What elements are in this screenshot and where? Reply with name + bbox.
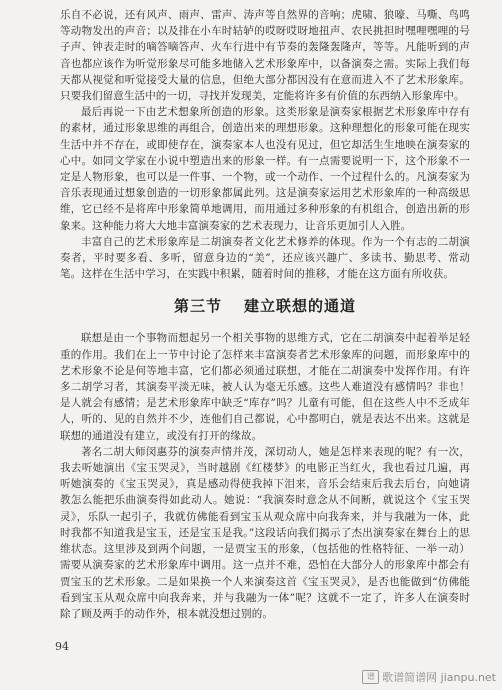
watermark-logo-icon: 谱 <box>362 670 379 684</box>
section-title: 建立联想的通道 <box>244 297 357 316</box>
page-number: 94 <box>55 640 69 653</box>
site-watermark <box>362 669 496 685</box>
section-number: 第三节 <box>173 297 222 316</box>
paragraph-1: 乐自不必说，还有风声、雨声、雷声、涛声等自然界的音响；虎啸、狼嚎、马嘶、鸟鸣等动物发出的声音；以及排在小车时轱轳的哎呀哎呀地扭声、农民挑担时嘿哩嘿哩的号子声、钟表走时的嘀答嘀答声、火车行进中有节奏的轰隆轰隆声，等等。凡能听到的声音也都应该作为听觉形象尽可能多地储入艺术形象库中，以备演奏之需。实际上我们每天都从视觉和听觉接受大量的信息，但绝大部分都因没有在意而进入不了艺术形象库。只要我们留意生活中的一切，寻找并发现美，定能将许多有价值的东西纳入形象库中。 <box>60 9 470 103</box>
watermark-text: 歌谱简谱网 jianpu.net <box>382 671 496 684</box>
paragraph-3: 丰富自己的艺术形象库是二胡演奏者文化艺术修养的体现。作为一个有志的二胡演奏者，平时要多看、多听，留意身边的“美”，还应该兴趣广、多读书、勤思考、常动笔。这样在生活中学习，在实践中积累，随着时间的推移，才能在这方面有所收获。 <box>60 235 470 281</box>
paragraph-4: 联想是由一个事物而想起另一个相关事物的思维方式，它在二胡演奏中起着举足轻重的作用。我们在上一节中讨论了怎样来丰富演奏者艺术形象库的问题，而形象库中的艺术形象不论是何等地丰富，它们都必须通过联想，才能在二胡演奏中发挥作用。有许多二胡学习者，其演奏平淡无味，被人认为毫无乐感。这些人难道没有感情吗？非也！是人就会有感情；是艺术形象库中缺乏“库存”吗？儿童有可能，但在这些人中不乏成年人，听的、见的自然并不少，连他们自己都说，心中都明白，就是表达不出来。这就是联想的通道没有建立，或没有打开的缘故。 <box>60 332 470 442</box>
paragraph-5: 著名二胡大师闵惠芬的演奏声情并茂，深切动人，她是怎样来表现的呢？有一次，我去听她演出《宝玉哭灵》，当时越剧《红楼梦》的电影正当红火，我也看过几遍，再听她演奏的《宝玉哭灵》，真是感动得使我掉下泪来，音乐会结束后我去后台，向她请教怎么能把乐曲演奏得如此动人。她说：“我演奏时意念从不间断，就说这个《宝玉哭灵》，乐队一起引子，我就仿佛能看到宝玉从观众席中向我奔来，并与我融为一体，此时我都不知道我是宝玉，还是宝玉是我。”这段话向我们揭示了杰出演奏家在舞台上的思维状态。这里涉及到两个问题，一是贾宝玉的形象，（包括他的性格特征、一举一动）需要从演奏家的艺术形象库中调用。这一点并不难，恐怕在大部分人的形象库中都会有贾宝玉的艺术形象。二是如果换一个人来演奏这首《宝玉哭灵》，是否也能做到“仿佛能看到宝玉从观众席中向我奔来，并与我融为一体”呢？这就不一定了，许多人在演奏时除了顾及两手的动作外，根本就没想过别的。 <box>60 445 470 620</box>
paragraph-2: 最后再说一下由艺术想象所创造的形象。这类形象是演奏家根据艺术形象库中存有的素材，通过形象思维的再组合，创造出来的理想形象。这种理想化的形象可能在现实生活中并不存在，或即使存在，演奏家本人也没有见过，但它却活生生地映在演奏家的心中。如同文学家在小说中塑造出来的形象一样。有一点需要说明一下，这个形象不一定是人物形象，也可以是一件事、一个物，或一个动作、一个过程什么的。凡演奏家为音乐表现通过想象创造的一切形象都属此列。这是演奏家运用艺术形象库的一种高级思维，它已经不是将库中形象简单地调用，而用通过多种形象的有机组合，创造出新的形象来。这种能力将大大地丰富演奏家的艺术表现力，让音乐更加引人入胜。 <box>60 106 470 232</box>
section-heading <box>60 295 470 316</box>
page-content <box>60 7 470 622</box>
